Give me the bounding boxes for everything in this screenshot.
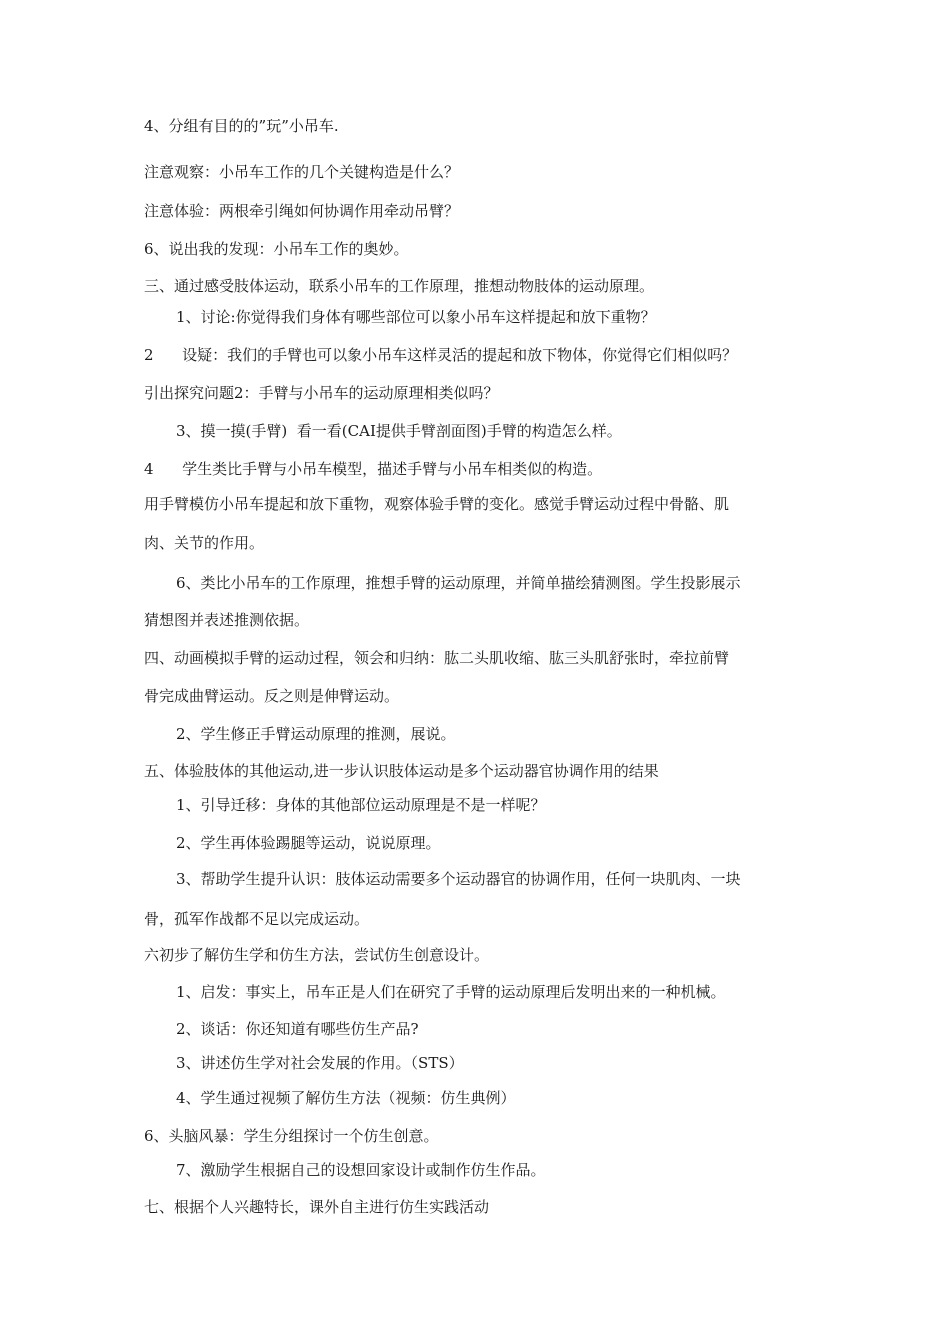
- text-line: 2、学生修正手臂运动原理的推测，展说。: [176, 725, 456, 743]
- text-line: 注意观察：小吊车工作的几个关键构造是什么？: [144, 163, 460, 181]
- text-line: 6、说出我的发现：小吊车工作的奥妙。: [144, 240, 409, 258]
- text-line: 3、摸一摸(手臂) 看一看(CAI提供手臂剖面图)手臂的构造怎么样。: [176, 422, 622, 440]
- text-line: 7、激励学生根据自己的设想回家设计或制作仿生作品。: [176, 1161, 546, 1179]
- text-line: 注意体验：两根牵引绳如何协调作用牵动吊臂？: [144, 202, 460, 220]
- text-line: 6、类比小吊车的工作原理，推想手臂的运动原理，并简单描绘猜测图。学生投影展示: [176, 574, 741, 592]
- section-heading: 四、动画模拟手臂的运动过程，领会和归纳：肱二头肌收缩、肱三头肌舒张时，牵拉前臂: [144, 649, 730, 667]
- text-line: 4 学生类比手臂与小吊车模型，描述手臂与小吊车相类似的构造。: [144, 460, 603, 478]
- text-line: 1、引导迁移：身体的其他部位运动原理是不是一样呢？: [176, 796, 546, 814]
- text-line: 2、学生再体验踢腿等运动，说说原理。: [176, 834, 441, 852]
- section-heading: 五、体验肢体的其他运动,进一步认识肢体运动是多个运动器官协调作用的结果: [144, 762, 659, 780]
- text-line: 骨完成曲臂运动。反之则是伸臂运动。: [144, 687, 400, 705]
- text-line: 引出探究问题2：手臂与小吊车的运动原理相类似吗？: [144, 384, 499, 402]
- text-line: 2、谈话：你还知道有哪些仿生产品?: [176, 1020, 419, 1038]
- text-line: 2 设疑：我们的手臂也可以象小吊车这样灵活的提起和放下物体，你觉得它们相似吗？: [144, 346, 738, 364]
- text-line: 4、分组有目的的”玩”小吊车.: [144, 117, 339, 135]
- text-line: 1、讨论:你觉得我们身体有哪些部位可以象小吊车这样提起和放下重物？: [176, 308, 656, 326]
- text-line: 用手臂模仿小吊车提起和放下重物，观察体验手臂的变化。感觉手臂运动过程中骨骼、肌: [144, 495, 730, 513]
- text-line: 3、讲述仿生学对社会发展的作用。（STS）: [176, 1054, 464, 1072]
- text-line: 4、学生通过视频了解仿生方法（视频：仿生典例）: [176, 1089, 516, 1107]
- section-heading: 三、通过感受肢体运动，联系小吊车的工作原理，推想动物肢体的运动原理。: [144, 277, 655, 295]
- section-heading: 七、根据个人兴趣特长，课外自主进行仿生实践活动: [144, 1198, 490, 1216]
- text-line: 猜想图并表述推测依据。: [144, 611, 310, 629]
- text-line: 1、启发：事实上，吊车正是人们在研究了手臂的运动原理后发明出来的一种机械。: [176, 983, 726, 1001]
- text-line: 3、帮助学生提升认识：肢体运动需要多个运动器官的协调作用，任何一块肌肉、一块: [176, 870, 741, 888]
- text-line: 肉、关节的作用。: [144, 534, 265, 552]
- text-line: 6、头脑风暴：学生分组探讨一个仿生创意。: [144, 1127, 439, 1145]
- text-line: 骨，孤军作战都不足以完成运动。: [144, 910, 370, 928]
- section-heading: 六初步了解仿生学和仿生方法，尝试仿生创意设计。: [144, 946, 490, 964]
